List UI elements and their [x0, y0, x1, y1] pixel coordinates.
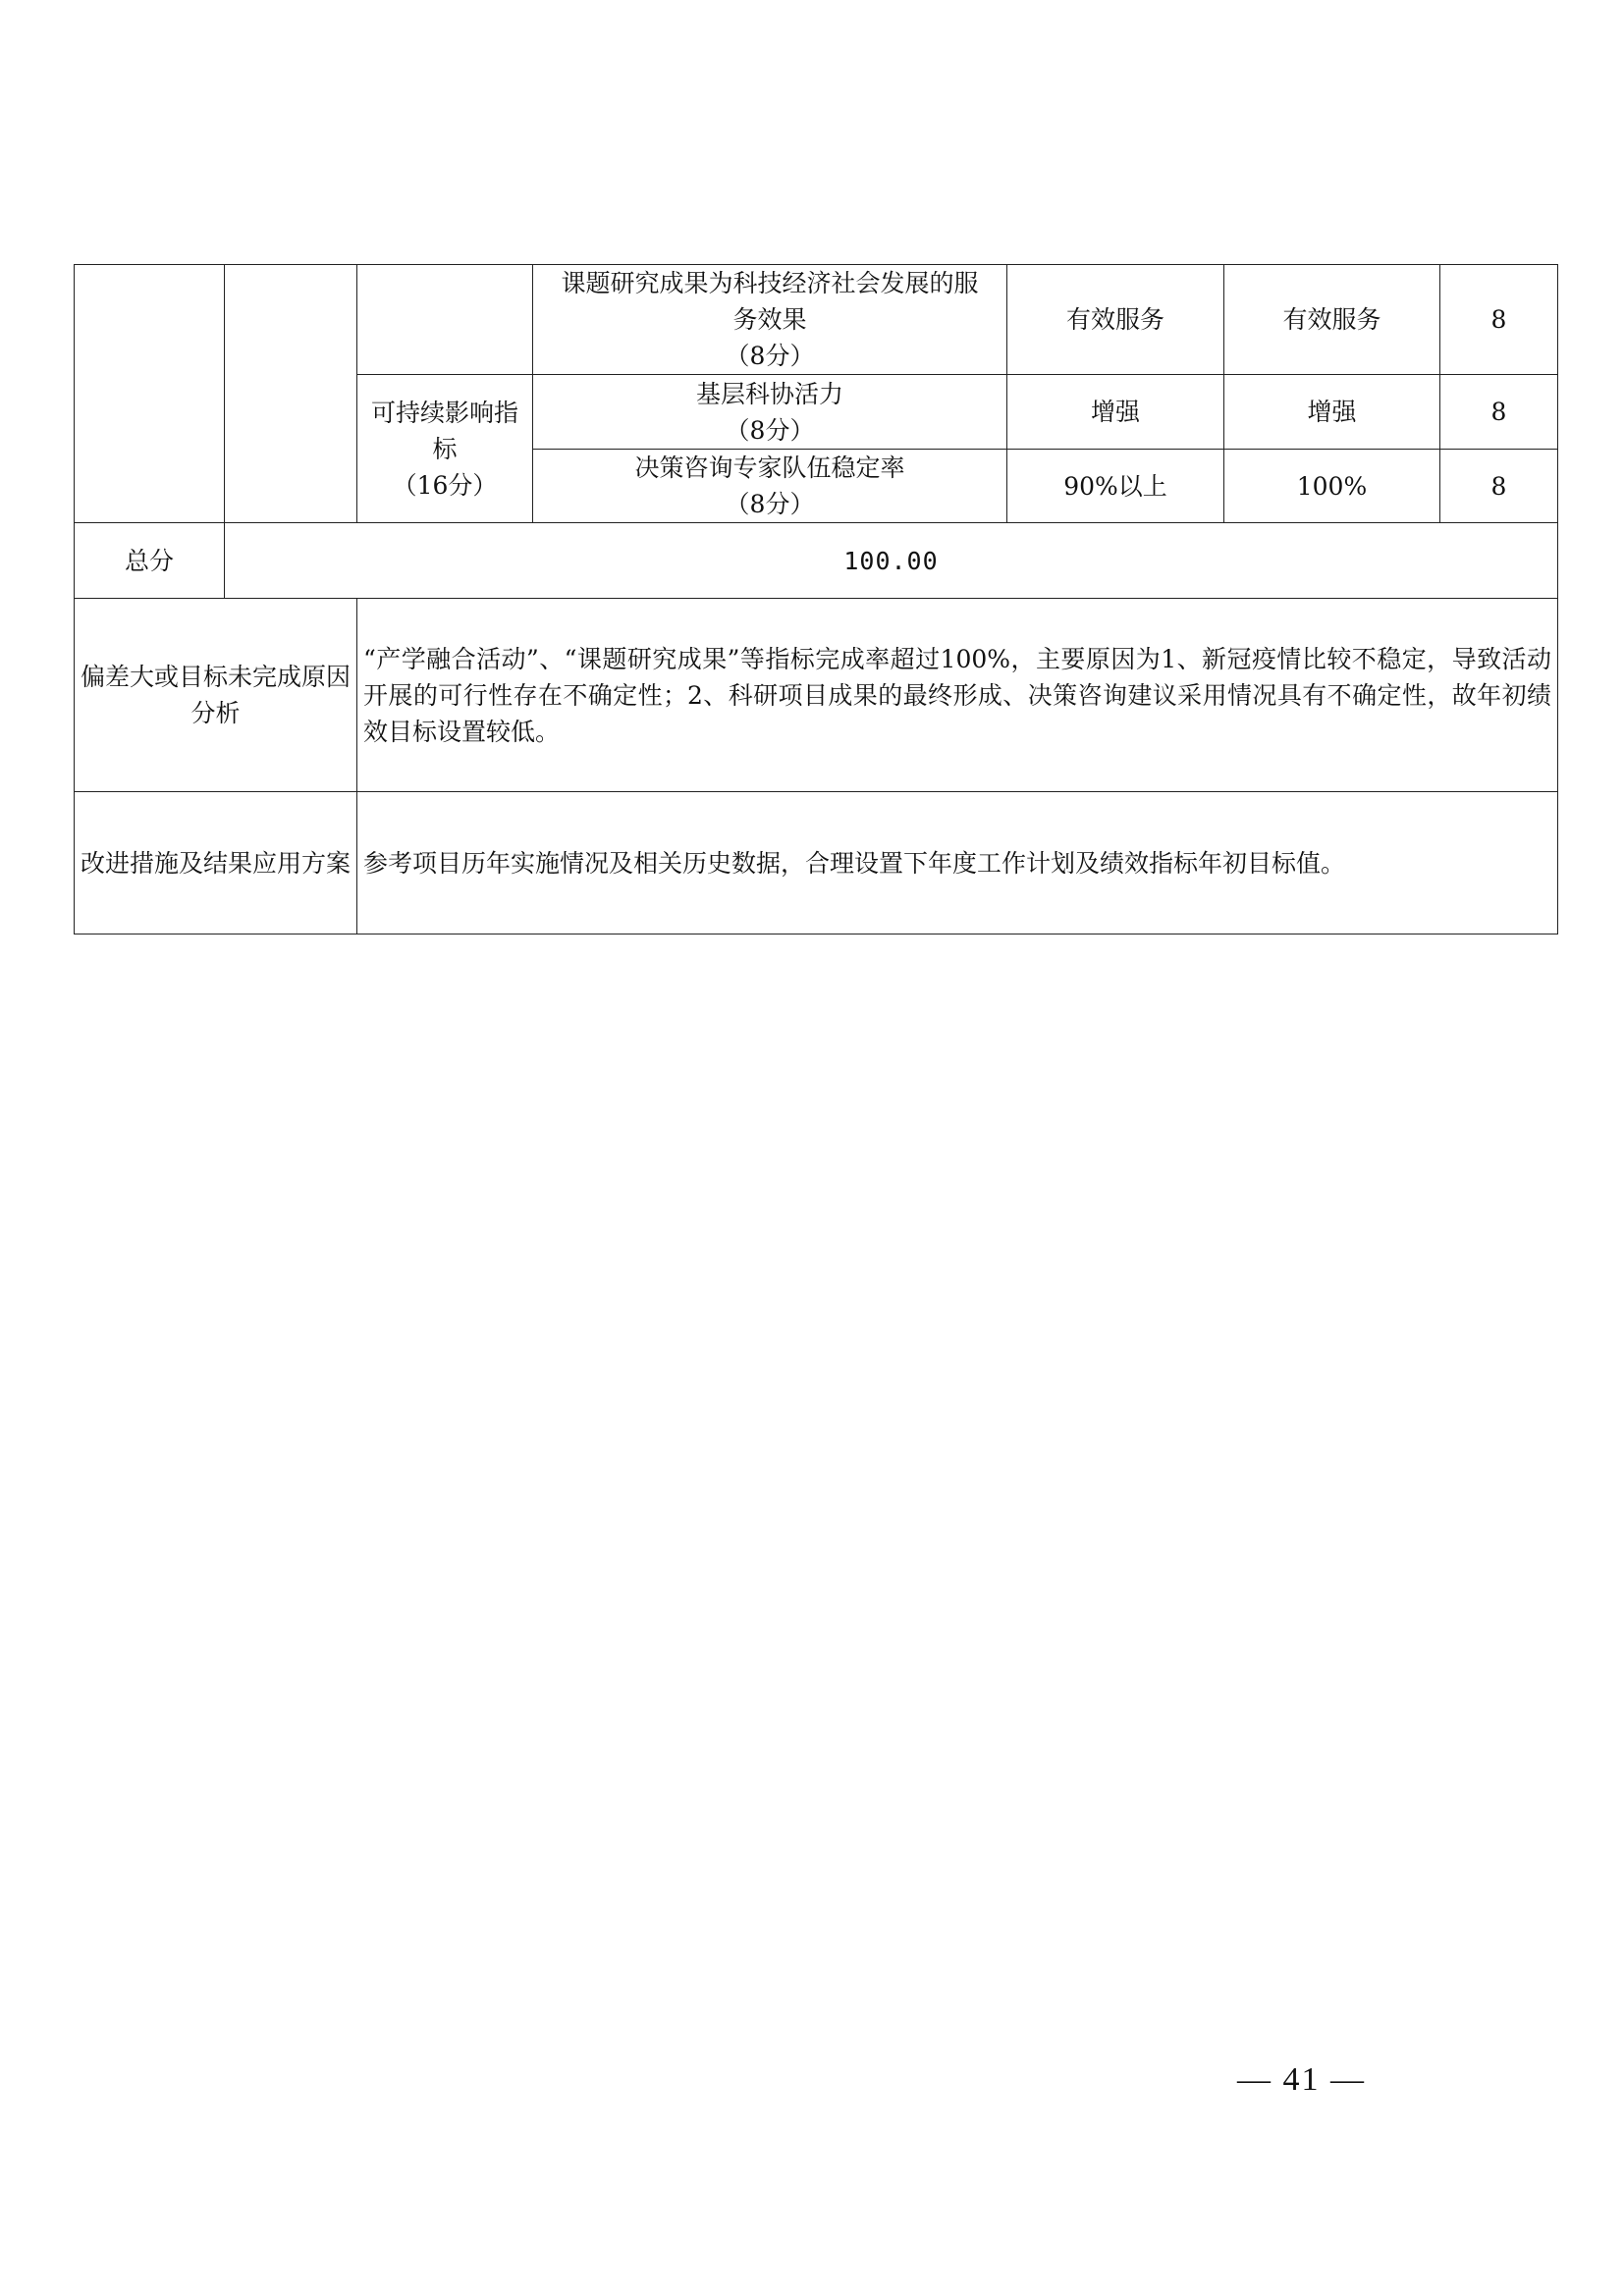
- indicator-cell: [533, 450, 1007, 523]
- indicator-line: （8分）: [725, 342, 815, 370]
- sustainable-line: （16分）: [392, 470, 498, 500]
- score-cell: 8: [1440, 375, 1558, 450]
- improvement-text: 参考项目历年实施情况及相关历史数据，合理设置下年度工作计划及绩效指标年初目标值。: [357, 792, 1558, 934]
- actual-value-cell: 有效服务: [1224, 265, 1440, 375]
- indicator-line: 基层科协活力: [695, 379, 843, 408]
- total-row: [75, 523, 1558, 599]
- target-value-cell: 增强: [1007, 375, 1224, 450]
- performance-table: [74, 264, 1558, 934]
- improvement-row: [75, 792, 1558, 934]
- deviation-text: “产学融合活动”、“课题研究成果”等指标完成率超过100%，主要原因为1、新冠疫情比较不稳定，导致活动开展的可行性存在不确定性；2、科研项目成果的最终形成、决策咨询建议采用情况具有不确定性，故年初绩效目标设置较低。: [357, 599, 1558, 792]
- actual-value-cell: 增强: [1224, 375, 1440, 450]
- subcategory-cell-empty: [225, 265, 357, 523]
- indicator-line: 决策咨询专家队伍稳定率: [634, 454, 905, 482]
- target-value-cell: 有效服务: [1007, 265, 1224, 375]
- indicator-line: （8分）: [725, 490, 815, 518]
- sustainable-line: 可持续影响指: [370, 398, 518, 427]
- indicator-line: 务效果: [732, 305, 807, 334]
- indicator-line: （8分）: [725, 415, 815, 445]
- improvement-label: 改进措施及结果应用方案: [75, 792, 357, 934]
- deviation-label: 偏差大或目标未完成原因分析: [75, 599, 357, 792]
- sustainable-impact-cell: [357, 375, 533, 523]
- indicator-cell: [533, 375, 1007, 450]
- level2-cell-empty: [357, 265, 533, 375]
- category-cell-empty: [75, 265, 225, 523]
- total-value: 100.00: [225, 523, 1558, 599]
- actual-value-cell: 100%: [1224, 450, 1440, 523]
- page-number: — 41 —: [1237, 2061, 1366, 2098]
- indicator-line: 课题研究成果为科技经济社会发展的服: [561, 269, 979, 297]
- deviation-row: [75, 599, 1558, 792]
- table-row: [75, 265, 1558, 375]
- total-label: 总分: [75, 523, 225, 599]
- score-cell: 8: [1440, 450, 1558, 523]
- target-value-cell: 90%以上: [1007, 450, 1224, 523]
- indicator-cell: [533, 265, 1007, 375]
- score-cell: 8: [1440, 265, 1558, 375]
- sustainable-line: 标: [432, 434, 458, 463]
